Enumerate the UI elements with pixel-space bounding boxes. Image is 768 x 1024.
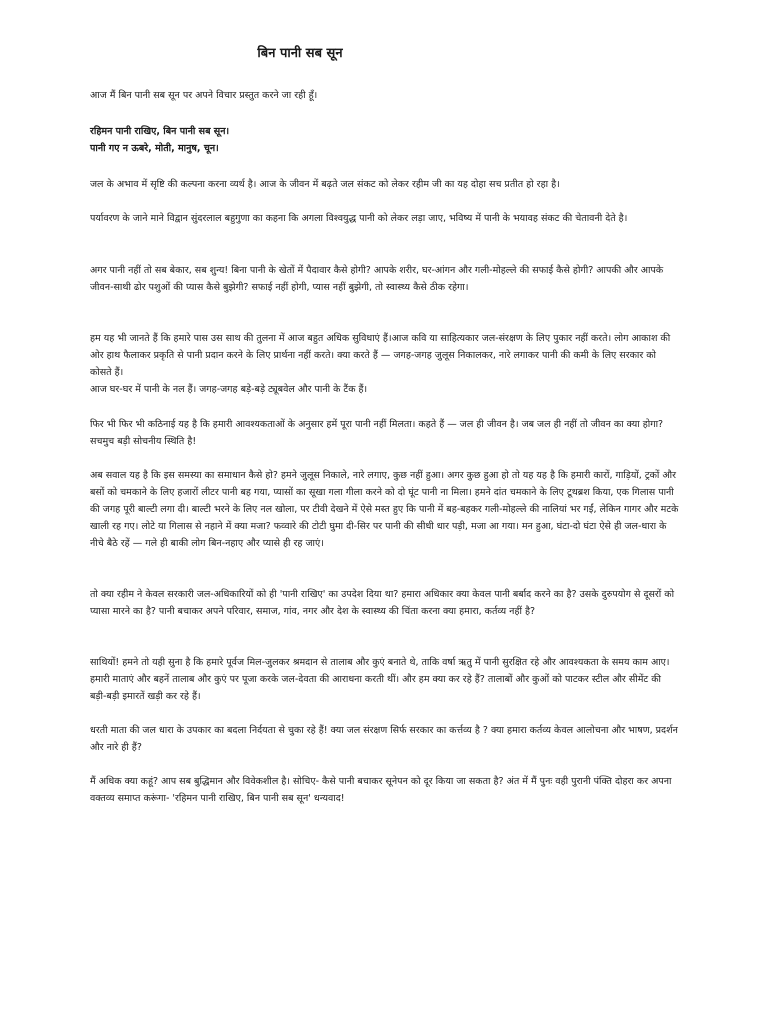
couplet-line-1: रहिमन पानी राखिए, बिन पानी सब सून। <box>90 126 230 137</box>
paragraph-4: हम यह भी जानते हैं कि हमारे पास उस साथ की तुलना में आज बहुत अधिक सुविधाएं हैं।आज कवि या साहित्यकार जल-संरक्षण के लिए पुकार नहीं करते। लोग आकाश की ओर हाथ फैलाकर प्रकृति से पानी प्रदान करने के लिए प्रार्थना नहीं करते। क्या करते हैं — जगह-जगह जुलूस निकालकर, नारे लगाकर पानी की कमी के लिए सरकार को कोसते हैं। आज घर-घर में पानी के नल हैं। जगह-जगह बड़े-बड़े ट्यूबवेल और पानी के टैंक हैं। <box>90 333 671 395</box>
paragraph-5: फिर भी फिर भी कठिनाई यह है कि हमारी आवश्यकताओं के अनुसार हमें पूरा पानी नहीं मिलता। कहते हैं — जल ही जीवन है। जब जल ही नहीं तो जीवन का क्या होगा? सचमुच बड़ी सोचनीय स्थिति है! <box>90 419 664 447</box>
couplet-line-2: पानी गए न ऊबरे, मोती, मानुष, चून। <box>90 143 219 154</box>
couplet <box>90 123 690 157</box>
paragraph-1: जल के अभाव में सृष्टि की कल्पना करना व्यर्थ है। आज के जीवन में बढ़ते जल संकट को लेकर रहीम जी का यह दोहा सच प्रतीत हो रहा है। <box>90 179 560 190</box>
document-title: बिन पानी सब सून <box>257 46 343 61</box>
paragraph-3: अगर पानी नहीं तो सब बेकार, सब शुन्य! बिना पानी के खेतों में पैदावार कैसे होगी? आपके शरीर, घर-आंगन और गली-मोहल्ले की सफाई कैसे होगी? आपकी और आपके जीवन-साथी ढोर पशुओं की प्यास कैसे बुझेगी? सफाई नहीं होगी, प्यास नहीं बुझेगी, तो स्वास्थ्य कैसे ठीक रहेगा। <box>90 265 664 293</box>
paragraph-10: मैं अधिक क्या कहूं? आप सब बुद्धिमान और विवेकशील है। सोचिए- कैसे पानी बचाकर सूनेपन को दूर किया जा सकता है? अंत में मैं पुनः वही पुरानी पंक्ति दोहरा कर अपना वक्तव्य समाप्त करूंगा- 'रहिमन पानी राखिए, बिन पानी सब सून' धन्यवाद! <box>90 776 672 804</box>
paragraph-6: अब सवाल यह है कि इस समस्या का समाधान कैसे हो? हमने जुलूस निकाले, नारे लगाए, कुछ नहीं हुआ। अगर कुछ हुआ हो तो यह यह है कि हमारी कारों, गाड़ियों, ट्रकों और बसों को चमकाने के लिए हजारों लीटर पानी बह गया, प्यासों का सूखा गला गीला करने को दो घूंट पानी ना मिला। हमने दांत चमकाने के लिए टूथब्रश किया, एक गिलास पानी की जगह पूरी बाल्टी लगा दी। बाल्टी भरने के लिए नल खोला, पर टीवी देखने में ऐसे मस्त हुए कि पानी में बह-बहकर गली-मोहल्ले की नालियां भर गईं, लेकिन गागर और मटके खाली रह गए। लोटे या गिलास से नहाने में क्या मजा? फव्वारे की टोटी घुमा दी-सिर पर पानी की सीधी धार पड़ी, मजा आ गया। मन हुआ, घंटा-दो घंटा ऐसे ही जल-धारा के नीचे बैठे रहें — गले ही बाकी लोग बिन-नहाए और प्यासे ही रह जाएं। <box>90 470 679 549</box>
paragraph-2: पर्यावरण के जाने माने विद्वान सुंदरलाल बहुगुणा का कहना कि अगला विश्वयुद्ध पानी को लेकर लड़ा जाए, भविष्य में पानी के भयावह संकट की चेतावनी देते है। <box>90 213 628 224</box>
intro-text: आज मैं बिन पानी सब सून पर अपने विचार प्रस्तुत करने जा रही हूँ। <box>90 90 318 101</box>
paragraph-7: तो क्या रहीम ने केवल सरकारी जल-अधिकारियों को ही 'पानी राखिए' का उपदेश दिया था? हमारा अधिकार क्या केवल पानी बर्बाद करने का है? उसके दुरुपयोग से दूसरों को प्यासा मारने का है? पानी बचाकर अपने परिवार, समाज, गांव, नगर और देश के स्वास्थ्य की चिंता करना क्या हमारा, कर्तव्य नहीं है? <box>90 589 675 617</box>
paragraph-9: धरती माता की जल धारा के उपकार का बदला निर्दयता से चुका रहे हैं! क्या जल संरक्षण सिर्फ सरकार का कर्त्तव्य है ? क्या हमारा कर्तव्य केवल आलोचना और भाषण, प्रदर्शन और नारे ही हैं? <box>90 725 678 753</box>
paragraph-8: साथियों! हमने तो यही सुना है कि हमारे पूर्वज मिल-जुलकर श्रमदान से तालाब और कुएं बनाते थे, ताकि वर्षा ऋतु में पानी सुरक्षित रहे और आवश्यकता के समय काम आए। हमारी माताएं और बहनें तालाब और कुएं पर पूजा करके जल-देवता की आराधना करती थीं। और हम क्या कर रहे हैं? तालाबों और कुओं को पाटकर स्टील और सीमेंट की बड़ी-बड़ी इमारतें खड़ी कर रहे हैं। <box>90 657 670 702</box>
